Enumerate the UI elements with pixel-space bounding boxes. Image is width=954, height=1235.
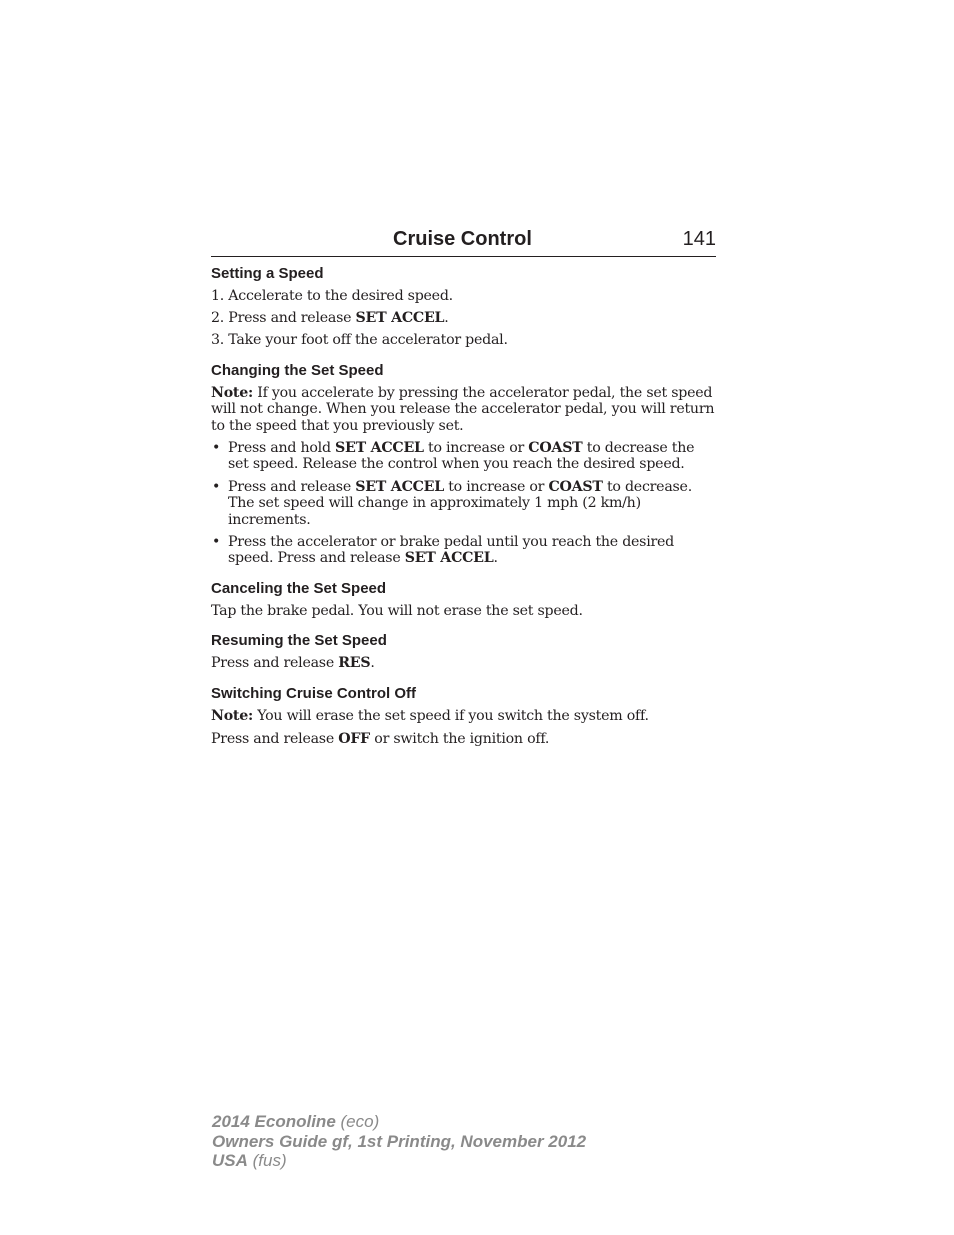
note-switching: Note: You will erase the set speed if you switch the system off. (211, 707, 649, 724)
bullet-accelerator-or-brake: • Press the accelerator or brake pedal until you reach the desired speed. Press and release SET ACCEL. (211, 534, 716, 567)
canceling-text: Tap the brake pedal. You will not erase the set speed. (211, 602, 583, 619)
page-footer (212, 1112, 586, 1171)
footer-market-line: USA (fus) (212, 1151, 287, 1170)
note-changing: Note: If you accelerate by pressing the accelerator pedal, the set speed will not change. When you release the accelerator pedal, you will return to the speed that you previously set. (211, 384, 715, 434)
step-3: 3. Take your foot off the accelerator pedal. (211, 332, 508, 349)
chapter-title: Cruise Control (393, 228, 532, 250)
heading-setting-a-speed: Setting a Speed (211, 265, 324, 282)
step-2: 2. Press and release SET ACCEL. (211, 309, 449, 326)
bullet-press-and-hold: • Press and hold SET ACCEL to increase or COAST to decrease the set speed. Release the control when you reach the desired speed. (211, 440, 716, 473)
resuming-text: Press and release RES. (211, 655, 375, 672)
heading-switching-off: Switching Cruise Control Off (211, 684, 416, 702)
page-header (211, 228, 716, 257)
manual-page (211, 228, 716, 747)
step-1: 1. Accelerate to the desired speed. (211, 288, 453, 304)
footer-model-line: 2014 Econoline (eco) (212, 1112, 380, 1131)
heading-changing-set-speed: Changing the Set Speed (211, 361, 384, 379)
page-number: 141 (682, 228, 716, 250)
bullet-press-and-release: • Press and release SET ACCEL to increase or COAST to decrease. The set speed will change in approximately 1 mph (2 km/h) increments. (211, 479, 716, 529)
heading-canceling-set-speed: Canceling the Set Speed (211, 579, 387, 597)
heading-resuming-set-speed: Resuming the Set Speed (211, 632, 387, 650)
footer-printing-line: Owners Guide gf, 1st Printing, November 2012 (212, 1131, 587, 1151)
switching-text: Press and release OFF or switch the ignition off. (211, 730, 550, 747)
